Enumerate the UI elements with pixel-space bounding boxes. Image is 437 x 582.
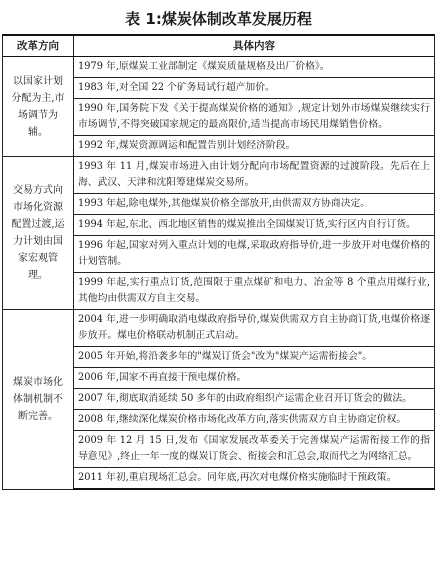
table-row (3, 57, 435, 78)
content-cell: 2011 年初,重启现场汇总会。同年底,再次对电煤价格实施临时干预政策。 (74, 468, 435, 490)
content-cell: 2009 年 12 月 15 日,发布《国家发展改革委关于完善煤炭产运需衔接工作的指导意见》,终止一年一度的煤炭订货会、衔接会和汇总会,取而代之为网络汇总。 (74, 431, 435, 468)
content-cell: 1993 年起,除电煤外,其他煤炭价格全部放开,由供需双方协商决定。 (74, 194, 435, 215)
content-cell: 2006 年,国家不再直接干预电煤价格。 (74, 368, 435, 389)
table-row (3, 310, 435, 347)
content-cell: 2005 年开始,将沿袭多年的"煤炭订货会"改为"煤炭产运需衔接会"。 (74, 347, 435, 368)
content-cell: 1979 年,原煤炭工业部制定《煤炭质量规格及出厂价格》。 (74, 57, 435, 78)
table-header-row (3, 35, 435, 57)
content-cell: 1990 年,国务院下发《关于提高煤炭价格的通知》,规定计划外市场煤炭继续实行市场调节,不得突破国家规定的最高限价,适当提高市场民用煤销售价格。 (74, 99, 435, 136)
content-cell: 2007 年,彻底取消延续 50 多年的由政府组织产运需企业召开订货会的做法。 (74, 389, 435, 410)
content-cell: 1996 年起,国家对列入重点计划的电煤,采取政府指导价,进一步放开对电煤价格的计划管制。 (74, 236, 435, 273)
table-title: 表 1:煤炭体制改革发展历程 (125, 10, 312, 28)
header-content: 具体内容 (74, 35, 435, 57)
content-cell: 1992 年,煤炭资源调运和配置告别计划经济阶段。 (74, 136, 435, 157)
direction-cell: 煤炭市场化体制机制不断完善。 (3, 310, 74, 490)
direction-cell: 以国家计划分配为主,市场调节为辅。 (3, 57, 74, 157)
content-cell: 1999 年起,实行重点订货,范围限于重点煤矿和电力、冶金等 8 个重点用煤行业,其他均由供需双方自主交易。 (74, 273, 435, 310)
content-cell: 2004 年,进一步明确取消电煤政府指导价,煤炭供需双方自主协商订货,电煤价格逐步放开。煤电价格联动机制正式启动。 (74, 310, 435, 347)
content-cell: 1994 年起,东北、西北地区销售的煤炭推出全国煤炭订货,实行区内自行订货。 (74, 215, 435, 236)
table-row (3, 157, 435, 194)
reform-history-table (2, 34, 435, 490)
header-direction: 改革方向 (3, 35, 74, 57)
content-cell: 1983 年,对全国 22 个矿务局试行超产加价。 (74, 78, 435, 99)
direction-cell: 交易方式向市场化资源配置过渡,运力计划由国家宏观管理。 (3, 157, 74, 310)
content-cell: 1993 年 11 月,煤炭市场进入由计划分配向市场配置资源的过渡阶段。先后在上海、武汉、天津和沈阳筹建煤炭交易所。 (74, 157, 435, 194)
content-cell: 2008 年,继续深化煤炭价格市场化改革方向,落实供需双方自主协商定价权。 (74, 410, 435, 431)
